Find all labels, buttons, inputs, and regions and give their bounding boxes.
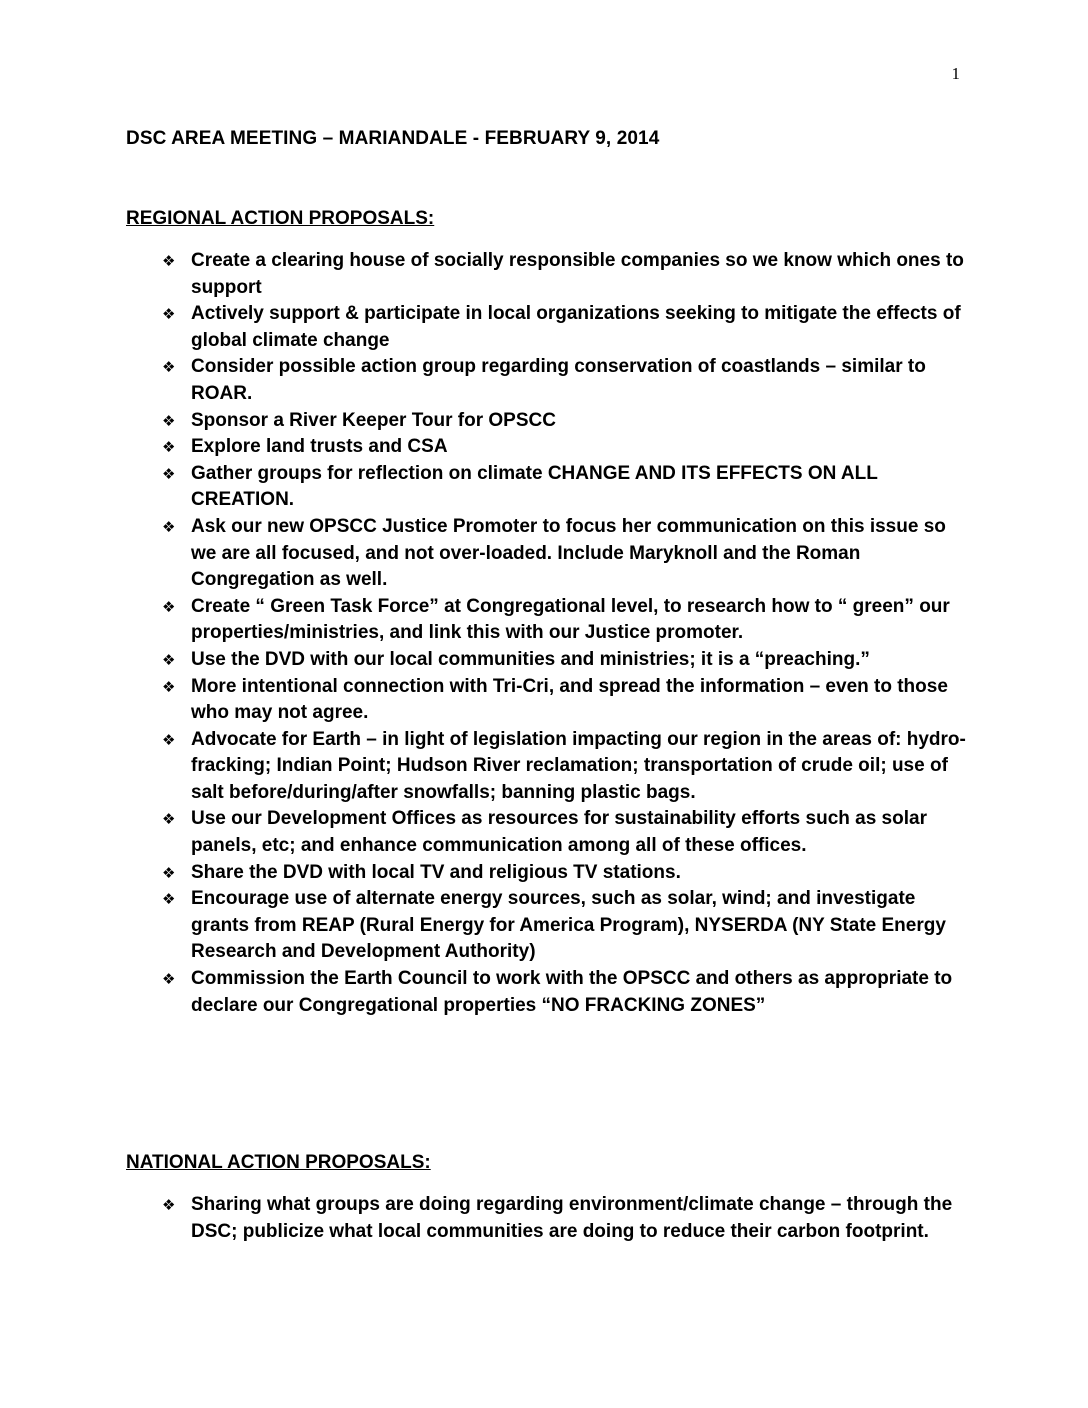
diamond-bullet-icon: ❖ [162,517,176,536]
regional-heading: REGIONAL ACTION PROPOSALS: [126,208,435,229]
diamond-bullet-icon: ❖ [162,970,176,989]
diamond-bullet-icon: ❖ [162,411,176,430]
national-proposal-list [126,1192,966,1245]
list-item [126,594,966,647]
list-item [126,860,966,887]
list-item-text: More intentional connection with Tri-Cri, and spread the information – even to those who may not agree. [191,675,948,724]
diamond-bullet-icon: ❖ [162,305,176,324]
regional-proposal-list [126,248,966,1019]
list-item-text: Gather groups for reflection on climate CHANGE AND ITS EFFECTS ON ALL CREATION. [191,462,878,511]
list-item-text: Advocate for Earth – in light of legislation impacting our region in the areas of: hydro-fracking; Indian Point; Hudson River reclamation; transportation of crude oil; use of salt before/during/after snowfalls; banning plastic bags. [191,728,966,803]
list-item-text: Create “ Green Task Force” at Congregational level, to research how to “ green” our properties/ministries, and link this with our Justice promoter. [191,595,950,644]
diamond-bullet-icon: ❖ [162,863,176,882]
diamond-bullet-icon: ❖ [162,650,176,669]
list-item [126,647,966,674]
list-item-text: Actively support & participate in local organizations seeking to mitigate the effects of global climate change [191,303,961,351]
list-item [126,301,966,354]
diamond-bullet-icon: ❖ [162,438,176,457]
regional-section [126,206,966,1019]
list-item-text: Sponsor a River Keeper Tour for OPSCC [191,409,556,431]
list-item [126,886,966,966]
list-item [126,727,966,807]
diamond-bullet-icon: ❖ [162,252,176,270]
list-item-text: Encourage use of alternate energy sources, such as solar, wind; and investigate grants from REAP (Rural Energy for America Program), NYSERDA (NY State Energy Research and Development Authority) [191,888,946,963]
list-item [126,674,966,727]
diamond-bullet-icon: ❖ [162,1196,176,1214]
list-item-text: Create a clearing house of socially responsible companies so we know which ones to support [191,250,964,298]
list-item-text: Sharing what groups are doing regarding environment/climate change – through the DSC; publicize what local communities are doing to reduce their carbon footprint. [191,1194,953,1242]
list-item [126,354,966,407]
list-item [126,514,966,594]
list-item-text: Commission the Earth Council to work with the OPSCC and others as appropriate to declare our Congregational properties “NO FRACKING ZONES” [191,968,953,1016]
diamond-bullet-icon: ❖ [162,677,176,696]
list-item [126,461,966,514]
list-item-text: Explore land trusts and CSA [191,436,448,458]
diamond-bullet-icon: ❖ [162,358,176,377]
document-title: DSC AREA MEETING – MARIANDALE - FEBRUARY 9, 2014 [126,128,660,149]
page-number: 1 [951,64,960,83]
list-item-text: Ask our new OPSCC Justice Promoter to focus her communication on this issue so we are all focused, and not over-loaded. Include Maryknoll and the Roman Congregation as well. [191,515,946,591]
diamond-bullet-icon: ❖ [162,890,176,909]
list-item [126,1192,966,1245]
diamond-bullet-icon: ❖ [162,810,176,829]
list-item [126,434,966,461]
diamond-bullet-icon: ❖ [162,730,176,749]
national-section [126,1150,966,1245]
diamond-bullet-icon: ❖ [162,597,176,616]
list-item-text: Consider possible action group regarding conservation of coastlands – similar to ROAR. [191,356,926,404]
list-item [126,806,966,859]
list-item-text: Share the DVD with local TV and religious TV stations. [191,861,681,883]
list-item [126,248,966,301]
list-item [126,408,966,435]
list-item-text: Use our Development Offices as resources for sustainability efforts such as solar panels, etc; and enhance communication among all of these offices. [191,808,927,857]
diamond-bullet-icon: ❖ [162,464,176,483]
list-item-text: Use the DVD with our local communities and ministries; it is a “preaching.” [191,648,870,670]
list-item [126,966,966,1019]
national-heading: NATIONAL ACTION PROPOSALS: [126,1152,431,1173]
